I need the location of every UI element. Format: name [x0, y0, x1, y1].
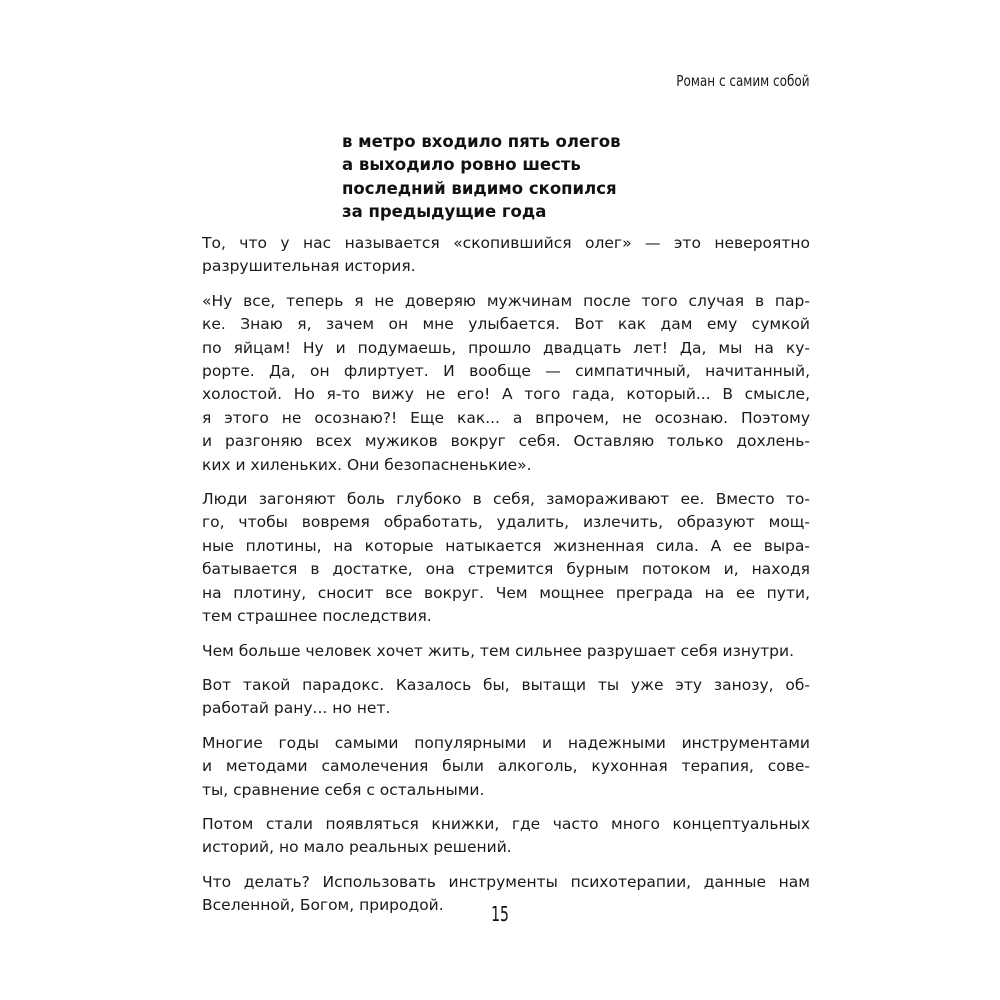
text-line: ке. Знаю я, зачем он мне улыбается. Вот как дам ему сумкой	[202, 315, 810, 334]
paragraph	[202, 813, 810, 860]
text-line: батывается в достатке, она стремится бурным потоком и, находя	[202, 560, 810, 579]
text-line: Что делать? Использовать инструменты психотерапии, данные нам	[202, 872, 810, 891]
text-line: Вот такой парадокс. Казалось бы, вытащи ты уже эту занозу, об-	[202, 675, 810, 694]
paragraph	[202, 732, 810, 802]
text-line: тем страшнее последствия.	[202, 607, 432, 626]
poem-line: в метро входило пять олегов	[342, 132, 621, 151]
text-line: Чем больше человек хочет жить, тем сильнее разрушает себя изнутри.	[202, 641, 794, 660]
paragraph	[202, 674, 810, 721]
text-line: и методами самолечения были алкоголь, кухонная терапия, сове-	[202, 757, 810, 776]
text-line: я этого не осознаю?! Еще как... а впрочем, не осознаю. Поэтому	[202, 408, 810, 427]
running-header: Роман с самим собой	[676, 72, 810, 90]
text-line: го, чтобы вовремя обработать, удалить, излечить, образуют мощ-	[202, 513, 810, 532]
paragraph	[202, 290, 810, 477]
text-line: и разгоняю всех мужиков вокруг себя. Оставляю только дохлень-	[202, 432, 810, 451]
poem-line: последний видимо скопился	[342, 178, 617, 198]
poem-line: а выходило ровно шесть	[342, 155, 581, 175]
poem	[342, 130, 621, 223]
text-line: «Ну все, теперь я не доверяю мужчинам после того случая в пар-	[202, 291, 810, 310]
paragraph	[202, 232, 810, 279]
paragraph	[202, 640, 810, 663]
text-line: холостой. Но я-то вижу не его! А того гада, который... В смысле,	[202, 385, 810, 404]
text-line: Многие годы самыми популярными и надежными инструментами	[202, 733, 810, 752]
body-text	[202, 232, 810, 929]
text-line: ты, сравнение себя с остальными.	[202, 780, 485, 799]
poem-line: за предыдущие года	[342, 201, 547, 221]
text-line: работай рану... но нет.	[202, 699, 391, 718]
text-line: То, что у нас называется «скопившийся олег» — это невероятно	[202, 234, 810, 252]
text-line: Вселенной, Богом, природой.	[202, 896, 444, 915]
text-line: ные плотины, на которые натыкается жизненная сила. А ее выра-	[202, 536, 810, 555]
text-line: по яйцам! Ну и подумаешь, прошло двадцать лет! Да, мы на ку-	[202, 338, 810, 357]
page-number: 15	[491, 902, 509, 926]
text-line: рорте. Да, он флиртует. И вообще — симпатичный, начитанный,	[202, 362, 810, 381]
text-line: Потом стали появляться книжки, где часто много концептуальных	[202, 814, 810, 833]
text-line: разрушительная история.	[202, 257, 416, 276]
paragraph	[202, 488, 810, 628]
text-line: Люди загоняют боль глубоко в себя, замораживают ее. Вместо то-	[202, 490, 810, 509]
text-line: на плотину, сносит все вокруг. Чем мощнее преграда на ее пути,	[202, 583, 810, 602]
text-line: историй, но мало реальных решений.	[202, 838, 512, 857]
text-line: ких и хиленьких. Они безопасненькие».	[202, 455, 532, 474]
